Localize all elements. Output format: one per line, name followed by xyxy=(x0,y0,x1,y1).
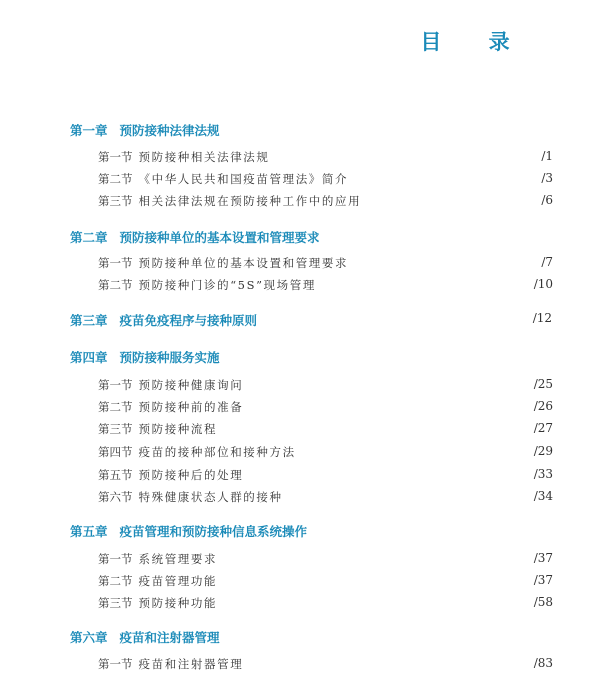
section-number: 第六节 xyxy=(98,490,133,504)
page-number: /7 xyxy=(541,255,553,269)
section-number: 第一节 xyxy=(98,256,133,270)
section-title: 特殊健康状态人群的接种 xyxy=(138,490,283,504)
chapter-heading[interactable] xyxy=(70,628,560,648)
section-title: 预防接种后的处理 xyxy=(138,468,244,482)
toc-entry[interactable] xyxy=(98,255,553,273)
section-title: 疫苗的接种部位和接种方法 xyxy=(138,445,296,459)
toc-entry[interactable] xyxy=(98,193,553,211)
chapter-number: 第二章 xyxy=(70,230,108,245)
section-title: 预防接种流程 xyxy=(138,422,218,436)
chapter-title: 预防接种法律法规 xyxy=(119,123,220,138)
toc-entry[interactable] xyxy=(98,489,553,507)
section-title: 预防接种健康询问 xyxy=(138,378,244,392)
page-number: /29 xyxy=(533,444,553,458)
toc-entry[interactable] xyxy=(98,421,553,439)
section-number: 第五节 xyxy=(98,468,133,482)
section-number: 第一节 xyxy=(98,657,133,671)
chapter-heading[interactable] xyxy=(70,121,560,141)
page-number: /27 xyxy=(533,421,553,435)
section-number: 第二节 xyxy=(98,278,133,292)
section-number: 第一节 xyxy=(98,552,133,566)
chapter-number: 第三章 xyxy=(70,313,108,328)
section-title: 疫苗和注射器管理 xyxy=(138,657,244,671)
section-title: 预防接种相关法律法规 xyxy=(138,150,270,164)
page-number: /37 xyxy=(533,573,553,587)
section-title: 疫苗管理功能 xyxy=(138,574,218,588)
toc-entry[interactable] xyxy=(98,551,553,569)
toc-entry[interactable] xyxy=(98,171,553,189)
chapter-heading[interactable] xyxy=(70,522,560,542)
toc-entry[interactable] xyxy=(98,399,553,417)
chapter-number: 第六章 xyxy=(70,630,108,645)
page-number: /25 xyxy=(533,377,553,391)
section-title: 预防接种单位的基本设置和管理要求 xyxy=(138,256,349,270)
page-title-box xyxy=(0,0,611,60)
page-number: /26 xyxy=(533,399,553,413)
page-number: /58 xyxy=(533,595,553,609)
section-title: 相关法律法规在预防接种工作中的应用 xyxy=(138,194,362,208)
section-number: 第三节 xyxy=(98,596,133,610)
chapter-title: 疫苗和注射器管理 xyxy=(119,630,220,645)
chapter-heading[interactable] xyxy=(70,311,560,331)
page-number: /1 xyxy=(541,149,553,163)
toc-entry[interactable] xyxy=(98,595,553,613)
page-number: /6 xyxy=(541,193,553,207)
toc-entry[interactable] xyxy=(98,277,553,295)
toc-entry[interactable] xyxy=(98,444,553,462)
page-number: /34 xyxy=(533,489,553,503)
page-number: /33 xyxy=(533,467,553,481)
section-title: 预防接种门诊的“5S”现场管理 xyxy=(138,278,316,292)
section-number: 第二节 xyxy=(98,400,133,414)
section-number: 第二节 xyxy=(98,172,133,186)
chapter-number: 第五章 xyxy=(70,524,108,539)
page-number: /3 xyxy=(541,171,553,185)
chapter-title: 疫苗免疫程序与接种原则 xyxy=(119,313,258,328)
section-number: 第一节 xyxy=(98,378,133,392)
chapter-title: 预防接种服务实施 xyxy=(119,350,220,365)
chapter-number: 第一章 xyxy=(70,123,108,138)
toc-entry[interactable] xyxy=(98,573,553,591)
page-number: /12 xyxy=(532,311,552,325)
page-title: 目 录 xyxy=(420,30,530,54)
page-number: /37 xyxy=(533,551,553,565)
toc-entry[interactable] xyxy=(98,149,553,167)
section-title: 系统管理要求 xyxy=(138,552,218,566)
toc-entry[interactable] xyxy=(98,377,553,395)
page-number: /10 xyxy=(533,277,553,291)
chapter-number: 第四章 xyxy=(70,350,108,365)
toc-entry[interactable] xyxy=(98,656,553,674)
chapter-heading[interactable] xyxy=(70,228,560,248)
section-number: 第四节 xyxy=(98,445,133,459)
section-number: 第三节 xyxy=(98,422,133,436)
chapter-heading[interactable] xyxy=(70,348,560,368)
section-number: 第一节 xyxy=(98,150,133,164)
section-title: 预防接种功能 xyxy=(138,596,218,610)
section-number: 第二节 xyxy=(98,574,133,588)
toc-entry[interactable] xyxy=(98,467,553,485)
section-number: 第三节 xyxy=(98,194,133,208)
section-title: 《中华人民共和国疫苗管理法》简介 xyxy=(138,172,349,186)
section-title: 预防接种前的准备 xyxy=(138,400,244,414)
page-number: /83 xyxy=(533,656,553,670)
chapter-title: 疫苗管理和预防接种信息系统操作 xyxy=(119,524,308,539)
chapter-title: 预防接种单位的基本设置和管理要求 xyxy=(119,230,320,245)
